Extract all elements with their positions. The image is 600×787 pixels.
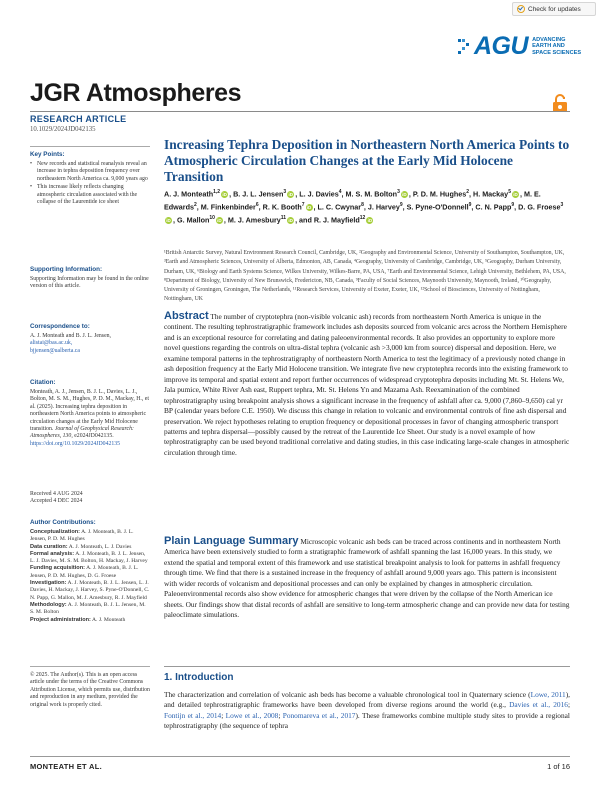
author-separator: , — [258, 202, 263, 212]
citation-heading: Citation: — [30, 379, 56, 386]
orcid-icon[interactable]: iD — [217, 217, 222, 223]
citation-section — [30, 379, 150, 448]
author-affiliation-sup: 9 — [511, 201, 515, 208]
agu-logo[interactable] — [458, 32, 581, 61]
author-name[interactable]: D. G. Froese — [518, 202, 561, 212]
author-name[interactable]: M. S. M. Bolton — [345, 189, 398, 199]
citation-link[interactable]: Lowe, 2011 — [530, 690, 566, 699]
author-separator: , — [471, 202, 476, 212]
author-separator: , — [229, 189, 234, 199]
abstract-heading: Abstract — [164, 310, 209, 322]
article-title: Increasing Tephra Deposition in Northeastern North America Points to Atmospheric Circulation Changes at the Early Mid Holocene Transition — [164, 137, 570, 184]
author-name[interactable]: H. Mackay — [473, 189, 509, 199]
correspondence-heading: Correspondence to: — [30, 323, 90, 330]
author-name[interactable]: R. J. Mayfield — [313, 215, 360, 225]
check-updates-label: Check for updates — [528, 5, 581, 13]
author-separator: , — [469, 189, 474, 199]
author-affiliation-sup: 4 — [338, 189, 342, 195]
abstract-section — [164, 311, 570, 458]
orcid-icon[interactable]: iD — [367, 217, 373, 223]
key-point-item: • This increase likely reflects changing atmospheric circulation associated with the collapse of the Laurentide ice sheet — [30, 184, 150, 206]
key-points-section — [30, 151, 150, 207]
author-name[interactable]: L. J. Davies — [299, 189, 339, 199]
header-rule — [30, 111, 570, 112]
author-affiliation-sup: 12 — [359, 214, 366, 221]
author-name[interactable]: M. Finkenbinder — [200, 202, 256, 212]
dates-section — [30, 491, 150, 506]
author-name[interactable]: A. J. Monteath — [164, 189, 214, 199]
check-for-updates-button[interactable] — [512, 2, 596, 16]
author-affiliation-sup: 9 — [399, 201, 403, 208]
key-points-heading: Key Points: — [30, 151, 65, 158]
sidebar-rule — [30, 146, 150, 147]
author-name[interactable]: M. E. Edwards — [164, 189, 541, 212]
correspondence-names: A. J. Monteath and B. J. L. Jensen, — [30, 333, 111, 339]
orcid-icon[interactable]: iD — [288, 191, 293, 197]
agu-logo-text: AGU — [474, 32, 529, 60]
author-affiliation-sup: 7 — [301, 201, 305, 208]
check-updates-icon — [517, 5, 525, 13]
citation-link[interactable]: Davies et al., 2016 — [509, 700, 568, 710]
author-separator: , — [514, 202, 519, 212]
journal-title: JGR Atmospheres — [30, 79, 242, 107]
author-name[interactable]: G. Mallon — [177, 215, 210, 225]
orcid-icon[interactable]: iD — [166, 217, 171, 223]
author-affiliation-sup: 5 — [508, 189, 511, 195]
author-name[interactable]: L. C. Cwynar — [317, 202, 362, 212]
citation-link[interactable]: Ponomareva et al., 2017 — [282, 710, 356, 720]
affiliations: ¹British Antarctic Survey, Natural Environment Research Council, Cambridge, UK, ²Geography and Environmental Science, University of Southampton, Southampton, UK, ³Earth and Atmospheric Sciences, University of Alberta, Edmonton, AB, Canada, ⁴Geography, University of Cambridge, Cambridge, UK, ⁵Geography, Durham University, Durham, UK, ⁶Biology and Earth Systems Science, Wilkes University, Wilkes-Barre, PA, USA, ⁷Earth and Environmental Science, Lehigh University, Bethlehem, PA, USA, ⁸Department of Biology, University of New Brunswick, Fredericton, NB, Canada, ⁹Faculty of Social Sciences, Maynooth University, Maynooth, Ireland, ¹⁰Geography, University of Groningen, Groningen, The Netherlands, ¹¹Research Services, University of Exeter, Exeter, UK, ¹²School of Biosciences, University of Nottingham, Nottingham, UK — [164, 250, 566, 303]
citation-link[interactable]: Lowe et al., 2008 — [225, 710, 279, 720]
author-affiliation-sup: 1,2 — [213, 189, 221, 195]
accepted-date: Accepted 4 DEC 2024 — [30, 498, 83, 505]
footer-rule — [30, 756, 570, 757]
introduction-text: The characterization and correlation of volcanic ash beds has become a valuable chronological tool in Quaternary science (Lowe, 2011), and detailed tephrostratigraphic frameworks have been developed from diverse regions around the world (e.g., Davies et al., 2016; Fontijn et al., 2014; Lowe et al., 2008; Ponomareva et al., 2017). These frameworks combine multiple study sites to provide a regional tephrostratigraphy (the sequence of tephra — [164, 690, 570, 731]
author-separator: , and — [295, 215, 314, 225]
author-affiliation-sup: 3 — [560, 201, 564, 208]
author-name[interactable]: B. J. L. Jensen — [233, 189, 284, 199]
section-rule — [164, 666, 570, 667]
author-name[interactable]: P. D. M. Hughes — [412, 189, 467, 199]
author-affiliation-sup: 2 — [193, 201, 197, 208]
page-footer — [30, 762, 570, 771]
author-separator: , — [295, 189, 300, 199]
pls-heading: Plain Language Summary — [164, 535, 299, 547]
author-affiliation-sup: 9 — [468, 201, 472, 208]
author-separator: , — [363, 202, 368, 212]
agu-mark-icon — [458, 39, 472, 55]
author-name[interactable]: C. N. Papp — [475, 202, 512, 212]
author-affiliation-sup: 3 — [283, 189, 287, 195]
correspondence-email-link[interactable]: alistai@bas.ac.uk, — [30, 340, 73, 347]
citation-doi-link[interactable]: https://doi.org/10.1029/2024JD042135 — [30, 440, 121, 447]
footer-authors: MONTEATH ET AL. — [30, 762, 102, 771]
contributions-heading: Author Contributions: — [30, 519, 96, 526]
author-name[interactable]: J. Harvey — [367, 202, 400, 212]
author-affiliation-sup: 10 — [209, 214, 215, 221]
orcid-icon[interactable]: iD — [222, 191, 227, 197]
author-separator: , — [519, 189, 524, 199]
sidebar-rule — [30, 666, 150, 667]
correspondence-email-link[interactable]: bjjensen@ualberta.ca — [30, 347, 80, 354]
supporting-info-section — [30, 266, 150, 291]
citation-text: Monteath, A. J., Jensen, B. J. L., Davies, L. J., Bolton, M. S. M., Hughes, P. D. M., Mackay, H., et al. (2025). Increasing tephra deposition in northeastern North America points to atmospheric circulation changes at the Early Mid Holocene transition. — [30, 389, 149, 433]
contribution-item: Project administration: A. J. Monteath — [30, 616, 126, 623]
contribution-item: Formal analysis: A. J. Monteath, B. J. L. Jensen, L. J. Davies, M. S. M. Bolton, H. Mackay, J. Harvey — [30, 550, 148, 565]
contribution-item: Data curation: A. J. Monteath, L. J. Davies — [30, 543, 132, 550]
sidebar — [30, 114, 150, 133]
author-name[interactable]: R. K. Booth — [262, 202, 302, 212]
author-name[interactable]: M. J. Amesbury — [227, 215, 281, 225]
orcid-icon[interactable]: iD — [306, 204, 312, 210]
article-type: RESEARCH ARTICLE — [30, 114, 127, 124]
author-separator: , — [402, 202, 407, 212]
key-point-item: • New records and statistical reanalysis reveal an increase in tephra deposition frequency over northeastern North America ca. 9,000 years ago — [30, 161, 150, 183]
article-title-block — [164, 137, 570, 184]
orcid-icon[interactable]: iD — [288, 217, 293, 223]
contribution-item: Funding acquisition: A. J. Monteath, B. J. L. Jensen, P. D. M. Hughes, D. G. Froese — [30, 565, 139, 579]
contribution-item: Investigation: A. J. Monteath, B. J. L. Jensen, L. J. Davies, H. Mackay, J. Harvey, S. Pyne-O'Donnell, C. N. Papp, G. Mallon, M. J. Amesbury, R. J. Mayfield — [30, 580, 150, 601]
author-name[interactable]: S. Pyne-O'Donnell — [406, 202, 469, 212]
contributions-section — [30, 519, 150, 624]
open-access-lock-icon — [552, 94, 568, 112]
orcid-icon[interactable]: iD — [402, 191, 407, 197]
pls-text: Microscopic volcanic ash beds can be traced across continents and in northeastern North America have been extensively studied to form a stratigraphic framework of ashfall spanning the last 16,000 years. In this study, we extend the spatial and temporal extent of this framework and use statistical breakpoint analysis to look for patterns in ashfall frequency through time. We find that there is a sustained increase in the frequency of ashfall around 9,000 years ago. This pattern is inconsistent with wider records of volcanism and depositional processes and can only be explained by changes in atmospheric circulation. Paleoenvironmental records also show evidence for atmospheric changes that were driven by the collapse of the North American ice sheets. Our findings show that distal records of ashfall are sensitive to long-term atmospheric change and can provide new data for testing paleoclimate simulations. — [164, 537, 570, 620]
contribution-item: Conceptualization: A. J. Monteath, B. J. L. Jensen, P. D. M. Hughes — [30, 529, 134, 543]
correspondence-section — [30, 323, 150, 355]
author-separator: , — [408, 189, 413, 199]
supporting-info-text: Supporting Information may be found in the online version of this article. — [30, 276, 149, 290]
citation-eid: e2024JD042135. — [74, 433, 114, 440]
page-number: 1 of 16 — [547, 762, 570, 771]
contribution-item: Methodology: A. J. Monteath, B. J. L. Jensen, M. S. M. Bolton — [30, 601, 146, 616]
plain-language-summary-section — [164, 536, 570, 621]
author-affiliation-sup: 6 — [255, 201, 259, 208]
author-separator: , — [341, 189, 346, 199]
abstract-text: The number of cryptotephra (non-visible volcanic ash) records from northeastern North America is unique in the continent. The resulting tephrostratigraphic framework includes ash deposits sourced from volcanic arcs across the Northern Hemisphere and is an exceptional resource for correlating and dating paleoenvironmental records. It also provides an opportunity to explore more novel questions regarding the controls on ultra-distal tephra (volcanic ash >3,000 km from source) dispersal and deposition. Here, we examine temporal patterns in the tephrostratigraphy of northeastern North America to test the legitimacy of a previously noted change in ash deposition frequency at the Early Mid Holocene transition. We integrate five new cryptotephra records into the existing framework to improve its temporal and spatial extent and report further occurrences of widespread cryptotephra deposits including Mt. St. Helens We, Jala pumice, White River Ash east, Ruppert tephra, Mt. St. Helens Yn and Mazama Ash. Reexamination of the combined tephrostratigraphy using breakpoint analysis shows a significant increase in the frequency of ashfall after ca. 9,000 (7,860–9,650) cal yr BP (calendar years before C.E. 1950). We discuss this change in relation to volcanic and environmental controls of fine ash dispersal and preservation. We reject hypotheses relating to eruption frequency or depositional processes in favor of changing atmospheric transport patterns and tephra dispersal—possibly caused by the retreat of the Laurentide Ice Sheet. Our study is a novel example of how tephrostratigraphy can be used beyond traditional correlative and dating studies, in this case indicating large-scale changes in atmospheric circulation through time. — [164, 312, 570, 457]
citation-link[interactable]: Fontijn et al., 2014 — [164, 710, 222, 720]
author-separator: , — [196, 202, 201, 212]
introduction-heading-block — [164, 672, 570, 683]
license-section — [30, 672, 150, 709]
citation-journal: Journal of Geophysical Research: Atmospheres, 130, — [30, 426, 134, 440]
author-affiliation-sup: 11 — [280, 214, 287, 221]
author-separator: , — [173, 215, 177, 225]
received-date: Received 4 AUG 2024 — [30, 491, 83, 497]
orcid-icon[interactable]: iD — [513, 191, 518, 197]
introduction-heading: 1. Introduction — [164, 672, 234, 683]
author-affiliation-sup: 2 — [466, 189, 470, 195]
agu-tagline: ADVANCING EARTH AND SPACE SCIENCES — [532, 37, 582, 56]
author-affiliation-sup: 3 — [397, 189, 400, 195]
author-separator: , — [313, 202, 318, 212]
supporting-info-heading: Supporting Information: — [30, 266, 103, 273]
author-separator: , — [223, 215, 228, 225]
license-text: © 2025. The Author(s). This is an open access article under the terms of the Creative Commons Attribution License, which permits use, distribution and reproduction in any medium, provided the original work is properly cited. — [30, 672, 150, 708]
author-list — [164, 187, 570, 226]
article-doi[interactable]: 10.1029/2024JD042135 — [30, 126, 96, 133]
author-affiliation-sup: 8 — [361, 201, 364, 208]
